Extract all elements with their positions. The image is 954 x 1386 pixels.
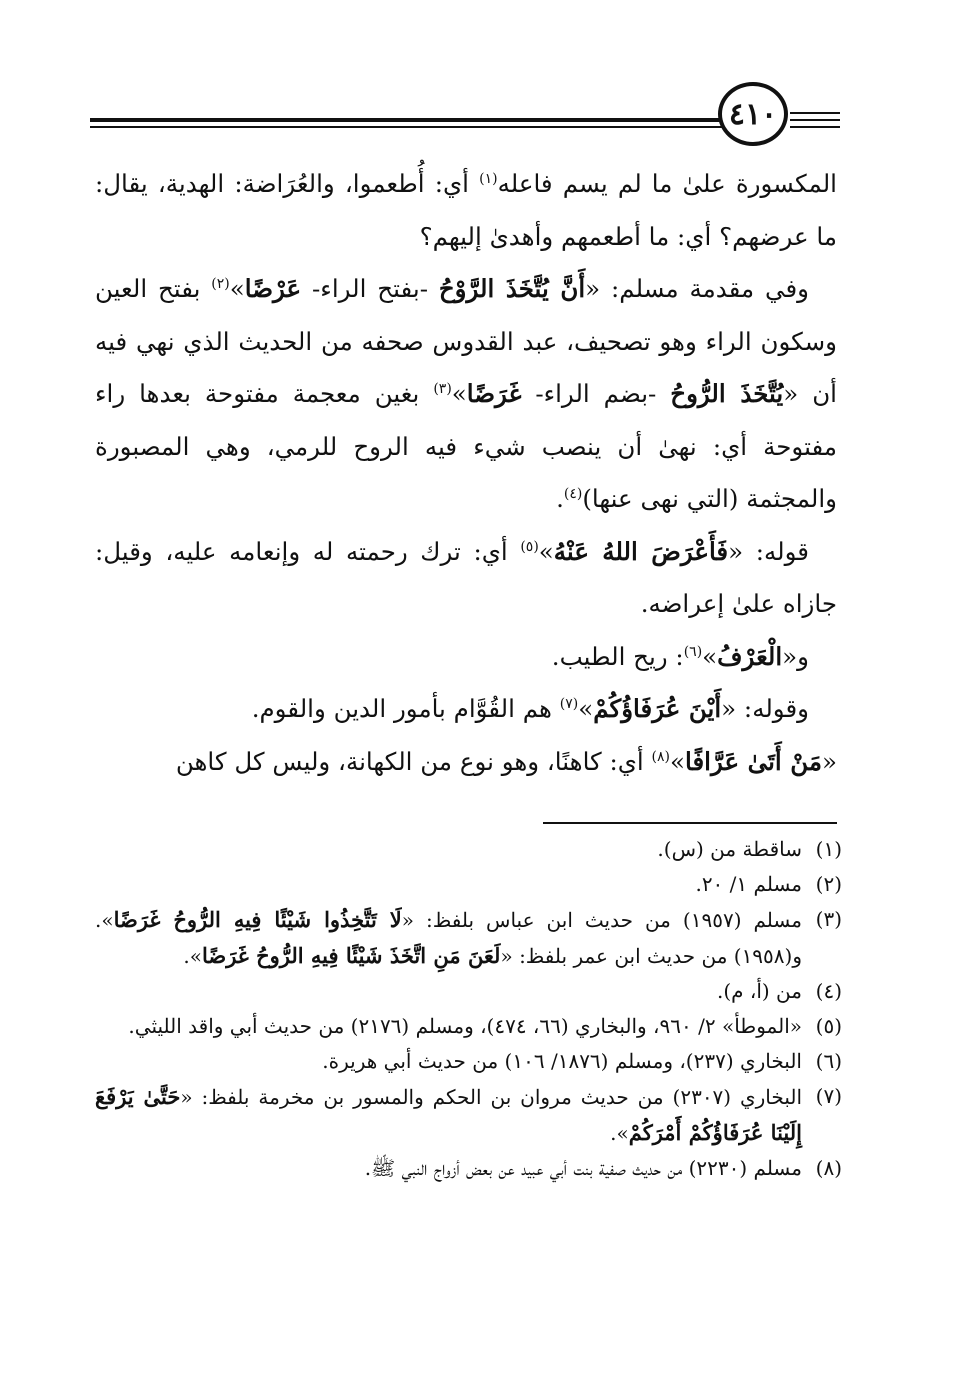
footnote-ref: (٣) [433, 380, 452, 397]
hadith-quote: لَعَنَ مَنِ اتَّخَذَ شَيْئًا فِيهِ الرُّوحُ غَرَضًا [201, 943, 501, 968]
footnote-ref: (٢) [211, 275, 230, 292]
text-span: ». و(١٩٥٨) من حديث ابن عمر بلفظ: « [95, 908, 802, 968]
main-text [95, 158, 837, 788]
footnote-text: البخاري (٢٣٧)، ومسلم (١٨٧٦/ ١٠٦) من حديث أبي هريرة. [322, 1049, 802, 1073]
text-span: و« [782, 641, 809, 671]
paragraph [95, 158, 837, 263]
footnote [95, 1044, 842, 1079]
footnote-number: (٨) [815, 1156, 842, 1180]
footnote-separator [543, 822, 837, 824]
footnote-text: مسلم ١/ ٢٠. [695, 872, 802, 896]
footnote [95, 1079, 842, 1151]
footnote-number: (٧) [815, 1084, 842, 1108]
text-span: بغين معجمة مفتوحة بعدها راء مفتوحة أي: نهىٰ أن ينصب شيء فيه الروح للرمي، وهي المصبورة والمجثمة (التي نهى عنها) [95, 379, 837, 513]
text-span: مسلم (١٩٥٧) من حديث ابن عباس بلفظ: « [401, 908, 802, 932]
text-span: -بفتح الراء- [301, 274, 439, 303]
footnote-ref: (٦) [683, 643, 703, 660]
footnote-text [95, 902, 802, 974]
footnote [95, 832, 842, 867]
hadith-quote: أَنَّ يُتَّخَذَ الرَّوْحُ [438, 274, 586, 303]
text-span: . [556, 484, 564, 513]
hadith-quote: حَتَّىٰ يَرْفَعَ إِلَيْنَا عُرَفَاؤُكُمْ أَمْرَكُمْ [95, 1084, 802, 1145]
text-span: قوله: « [728, 536, 809, 566]
text-span: -بضم الراء- [521, 379, 671, 408]
footnote-ref: (٥) [520, 538, 539, 555]
footnote [95, 974, 842, 1009]
footnote-ref: (٨) [651, 748, 670, 765]
text-span: بفتح العين وسكون الراء وهو تصحيف، عبد القدوس صحفه من الحديث الذي نهي فيه أن « [95, 274, 837, 408]
footnotes [95, 832, 842, 1186]
footnote-number: (٣) [815, 907, 842, 931]
text-span: المكسورة علىٰ ما لم يسم فاعله [497, 169, 837, 198]
footnote-ref: (٧) [559, 695, 579, 712]
footnote-number: (٥) [815, 1014, 842, 1038]
text-span: وفي مقدمة مسلم: « [585, 274, 809, 303]
text-span: » [229, 274, 245, 303]
paragraph [95, 263, 837, 526]
paragraph [95, 526, 837, 631]
text-span: » [670, 746, 685, 776]
text-span: البخاري (٢٣٠٧) من حديث مروان بن الحكم والمسور بن مخرمة بلفظ: « [180, 1085, 802, 1109]
text-span: » [578, 694, 594, 723]
footnote-number: (٢) [815, 872, 842, 896]
text-span: وقوله: « [721, 694, 809, 723]
footnote-text: «الموطأ» ٢/ ٩٦٠، والبخاري (٦٦، ٤٧٤)، ومسلم (٢١٧٦) من حديث أبي واقد الليثي. [128, 1014, 802, 1038]
text-span: ». [610, 1121, 629, 1145]
paragraph [95, 736, 837, 789]
footnote-text: ساقطة من (س). [657, 837, 802, 861]
hadith-quote: عَرْضًا [244, 274, 302, 303]
text-span: أي: ترك رحمته له وإنعامه عليه، وقيل: جازاه علىٰ إعراضه. [95, 536, 837, 618]
footnote [95, 867, 842, 902]
text-span: ». [183, 944, 202, 968]
footnote-number: (١) [815, 837, 842, 861]
footnote-text [95, 1079, 802, 1151]
page-header [90, 80, 840, 140]
paragraph [95, 631, 837, 684]
footnote [95, 1009, 842, 1044]
hadith-quote: مَنْ أَتَىٰ عَرَّافًا [685, 746, 822, 776]
footnote-text: مسلم (٢٢٣٠) من حديث صفية بنت أبي عبيد عن بعض أزواج النبي ﷺ. [364, 1156, 802, 1180]
footnote [95, 902, 842, 974]
header-ornament-line [790, 126, 840, 128]
footnote-text: من (أ، م). [716, 979, 802, 1003]
footnote [95, 1151, 842, 1186]
header-ornament-line [790, 119, 840, 121]
text-span: » [538, 536, 554, 566]
text-span: أي: كاهنًا، وهو نوع من الكهانة، وليس كل كاهن [175, 746, 652, 776]
text-span: « [822, 746, 837, 776]
text-span: أي: أُطعموا، والعُرَاضة: الهدية، يقال: ما عرضهم؟ أي: ما أطعمهم وأهدىٰ إليهم؟ [95, 169, 837, 251]
hadith-quote: يُتَّخَذَ الرُّوحُ [670, 379, 784, 408]
text-span: : ريح الطيب. [551, 641, 684, 671]
hadith-quote: فَأَعْرَضَ اللهُ عَنْهُ [553, 536, 729, 566]
paragraph [95, 683, 837, 736]
header-rule-thick [90, 118, 745, 122]
hadith-quote: الْعَرْفُ [717, 641, 783, 671]
page-number: ٤١٠ [718, 82, 788, 146]
footnote-ref: (٤) [563, 485, 583, 502]
footnote-ref: (١) [479, 170, 498, 187]
text-span: » [451, 379, 467, 408]
hadith-quote: غَرَضًا [466, 379, 522, 408]
text-span: » [702, 641, 718, 671]
hadith-quote: لَا تَتَّخِذُوا شَيْئًا فِيهِ الرُّوحُ غَرَضًا [113, 907, 402, 932]
footnote-number: (٦) [815, 1049, 842, 1073]
header-ornament-line [790, 112, 840, 114]
hadith-quote: أَيْنَ عُرَفَاؤُكُمْ [593, 694, 722, 723]
text-span: هم القُوَّام بأمور الدين والقوم. [251, 694, 560, 723]
header-rule-thin [90, 126, 745, 128]
footnote-number: (٤) [815, 979, 842, 1003]
